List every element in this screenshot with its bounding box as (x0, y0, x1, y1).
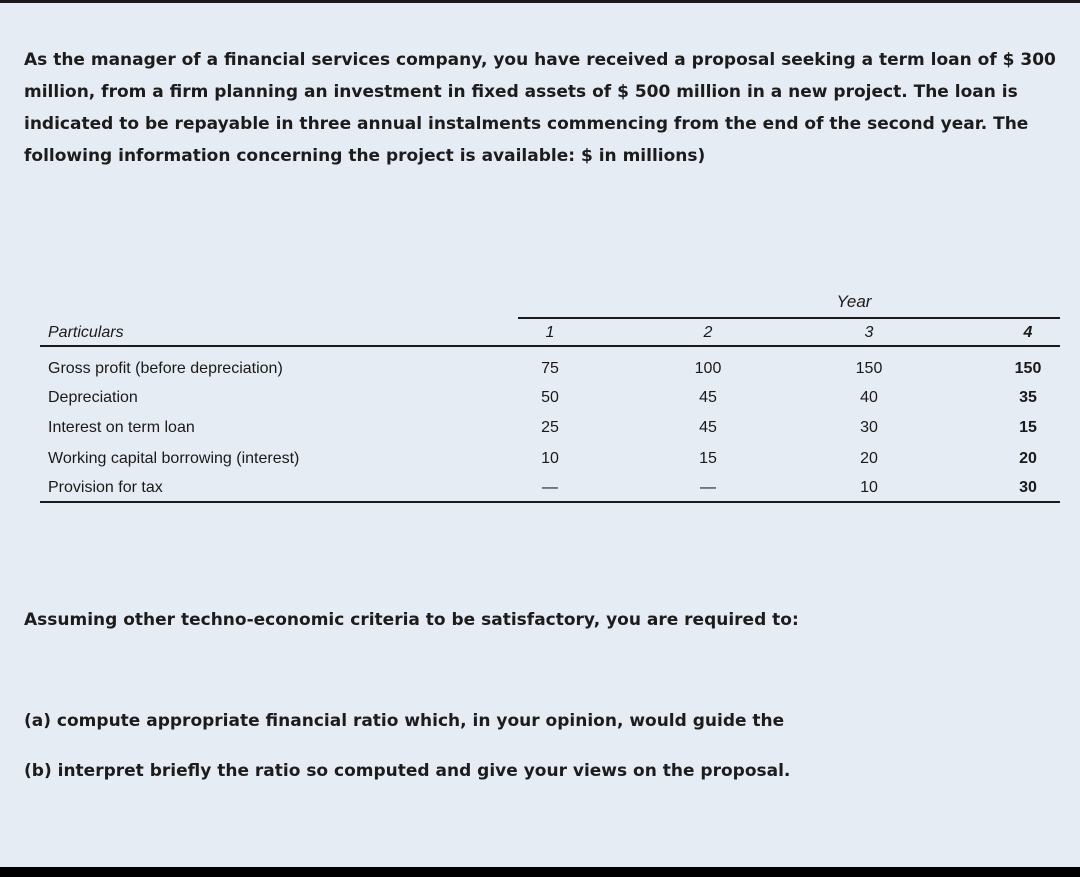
row-label-gross-profit: Gross profit (before depreciation) (48, 360, 283, 377)
header-rule (40, 345, 1060, 347)
table-cell: 50 (541, 389, 559, 406)
intro-paragraph: As the manager of a financial services company, you have received a proposal seeking a term loan of $ 300 million, from a firm planning an investment in fixed assets of $ 500 million in a new project. The loan is indicated to be repayable in three annual instalments commencing from the end of the second year. The following information concerning the project is available: $ in millions) (24, 50, 1056, 166)
row-label-depreciation: Depreciation (48, 389, 138, 406)
year-header-4: 4 (1023, 324, 1033, 341)
top-border (0, 0, 1080, 3)
table-cell: 30 (860, 419, 878, 436)
table-cell: — (542, 479, 558, 496)
table-cell: 30 (1019, 479, 1037, 496)
particulars-header: Particulars (48, 324, 124, 341)
table-cell: — (700, 479, 716, 496)
table-cell: 150 (1014, 360, 1042, 377)
table-cell: 15 (1019, 419, 1037, 436)
table-cell: 150 (855, 360, 883, 377)
table-cell: 25 (541, 419, 559, 436)
table-cell: 10 (860, 479, 878, 496)
year-rule (518, 317, 1060, 319)
footer-rule (40, 501, 1060, 503)
table-cell: 35 (1019, 389, 1037, 406)
question-b: (b) interpret briefly the ratio so computed and give your views on the proposal. (24, 761, 791, 781)
project-data-table (40, 292, 1060, 512)
row-label-working-capital-interest: Working capital borrowing (interest) (48, 450, 300, 467)
table-cell: 75 (541, 360, 559, 377)
table-cell: 20 (1019, 450, 1037, 467)
table-cell: 10 (541, 450, 559, 467)
table-cell: 45 (699, 419, 717, 436)
table-cell: 45 (699, 389, 717, 406)
table-cell: 100 (694, 360, 722, 377)
year-label: Year (836, 292, 872, 311)
year-header-3: 3 (864, 324, 874, 341)
bottom-border (0, 867, 1080, 877)
question-a: (a) compute appropriate financial ratio which, in your opinion, would guide the (24, 711, 785, 731)
table-cell: 15 (699, 450, 717, 467)
assumption-text: Assuming other techno-economic criteria to be satisfactory, you are required to: (24, 610, 799, 630)
year-header-2: 2 (703, 324, 713, 341)
row-label-provision-for-tax: Provision for tax (48, 479, 163, 496)
row-label-interest-term-loan: Interest on term loan (48, 419, 195, 436)
table-cell: 20 (860, 450, 878, 467)
year-header-1: 1 (545, 324, 555, 341)
table-cell: 40 (860, 389, 878, 406)
